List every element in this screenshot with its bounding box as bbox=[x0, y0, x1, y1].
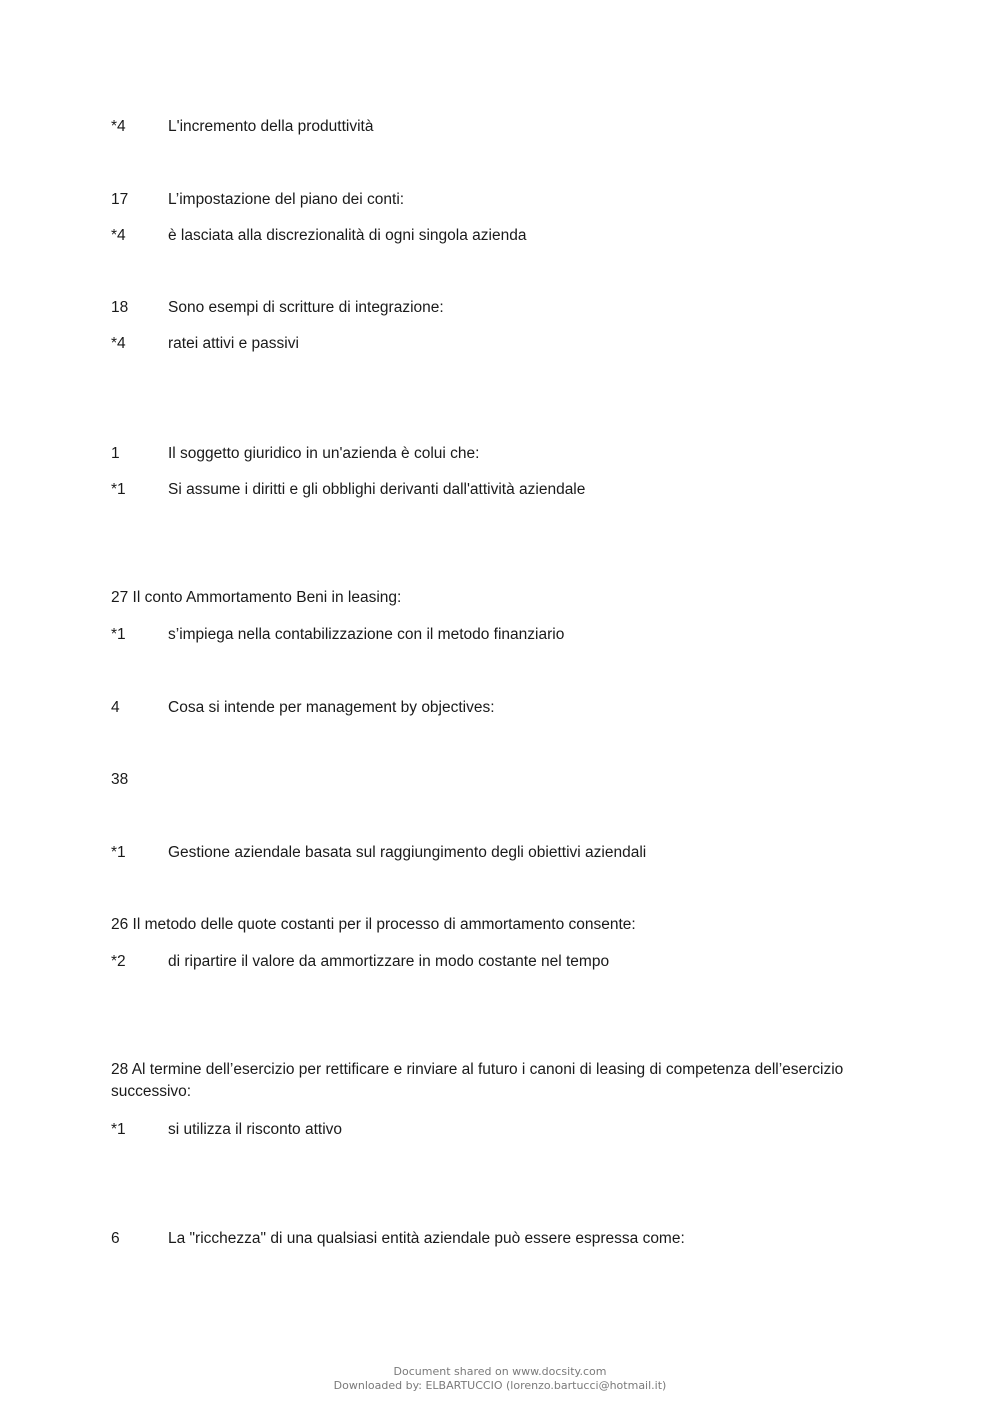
answer-text: si utilizza il risconto attivo bbox=[168, 1121, 343, 1138]
question-text: 28 Al termine dell’esercizio per rettificare e rinviare al futuro i canoni di leasing di competenza dell’esercizio successivo: bbox=[111, 1061, 844, 1100]
answer-text: è lasciata alla discrezionalità di ogni singola azienda bbox=[168, 227, 527, 244]
question-text: 26 Il metodo delle quote costanti per il processo di ammortamento consente: bbox=[111, 916, 636, 933]
question-line bbox=[111, 443, 479, 465]
answer-number: *1 bbox=[111, 844, 126, 861]
answer-text: s’impiega nella contabilizzazione con il metodo finanziario bbox=[168, 626, 565, 643]
answer-number: *4 bbox=[111, 227, 126, 244]
question-number: 1 bbox=[111, 445, 120, 462]
question-number: 17 bbox=[111, 191, 129, 208]
answer-text: Gestione aziendale basata sul raggiungimento degli obiettivi aziendali bbox=[168, 844, 647, 861]
answer-line bbox=[111, 951, 609, 973]
question-line bbox=[111, 189, 404, 211]
question-text: Cosa si intende per management by objectives: bbox=[168, 699, 495, 716]
question-text: La "ricchezza" di una qualsiasi entità aziendale può essere espressa come: bbox=[168, 1230, 685, 1247]
answer-line bbox=[111, 333, 299, 355]
answer-number: *1 bbox=[111, 1121, 126, 1138]
answer-line bbox=[111, 116, 373, 138]
answer-number: *4 bbox=[111, 118, 126, 135]
question-text: L’impostazione del piano dei conti: bbox=[168, 191, 405, 208]
answer-number: *2 bbox=[111, 953, 126, 970]
answer-line bbox=[111, 479, 585, 501]
question-number: 6 bbox=[111, 1230, 120, 1247]
answer-text: ratei attivi e passivi bbox=[168, 335, 299, 352]
footer-downloaded-text: Downloaded by: ELBARTUCCIO (lorenzo.bartucci@hotmail.it) bbox=[333, 1379, 667, 1392]
question-text: 27 Il conto Ammortamento Beni in leasing: bbox=[111, 589, 402, 606]
answer-line bbox=[111, 624, 564, 646]
question-line bbox=[111, 297, 444, 319]
question-number: 18 bbox=[111, 299, 129, 316]
question-line bbox=[111, 769, 168, 791]
question-text: Sono esempi di scritture di integrazione: bbox=[168, 299, 444, 316]
question-text: Il soggetto giuridico in un'azienda è colui che: bbox=[168, 445, 480, 462]
answer-text: Si assume i diritti e gli obblighi derivanti dall'attività aziendale bbox=[168, 481, 586, 498]
question-line bbox=[111, 1059, 911, 1103]
answer-number: *1 bbox=[111, 481, 126, 498]
question-line bbox=[111, 1228, 685, 1250]
answer-text: di ripartire il valore da ammortizzare in modo costante nel tempo bbox=[168, 953, 610, 970]
question-number: 38 bbox=[111, 771, 129, 788]
answer-line bbox=[111, 225, 526, 247]
question-line bbox=[111, 914, 636, 936]
answer-text: L'incremento della produttività bbox=[168, 118, 374, 135]
answer-line bbox=[111, 1119, 342, 1141]
answer-line bbox=[111, 842, 646, 864]
page-footer bbox=[0, 1365, 1000, 1393]
answer-number: *1 bbox=[111, 626, 126, 643]
footer-shared-text: Document shared on www.docsity.com bbox=[393, 1365, 607, 1378]
answer-number: *4 bbox=[111, 335, 126, 352]
question-line bbox=[111, 697, 495, 719]
question-number: 4 bbox=[111, 699, 120, 716]
question-line bbox=[111, 587, 401, 609]
